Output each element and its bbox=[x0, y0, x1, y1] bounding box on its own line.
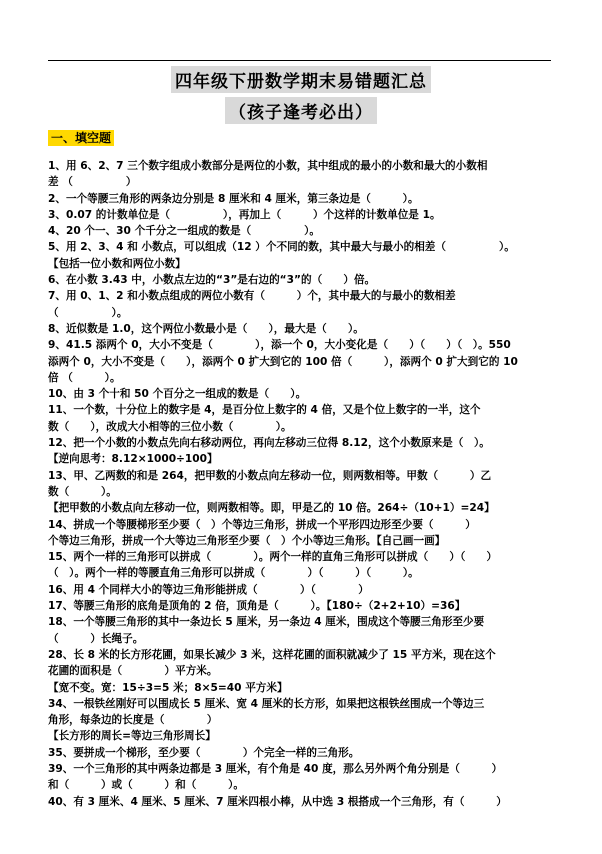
text-line: （ ）。两个一样的等腰直角三角形可以拼成（ ）（ ）（ ）。 bbox=[48, 567, 419, 580]
text-line: 13、甲、乙两数的和是 264，把甲数的小数点向左移动一位，则两数相等。甲数（ ）乙 bbox=[48, 469, 492, 482]
text-line: 35、要拼成一个梯形，至少要（ ）个完全一样的三角形。 bbox=[48, 746, 360, 759]
text-line: 11、一个数，十分位上的数字是 4，是百分位上数字的 4 倍，又是个位上数字的一半，这个 bbox=[48, 404, 481, 417]
title-block bbox=[0, 66, 602, 93]
text-line: 1、用 6、2、7 三个数字组成小数部分是两位的小数，其中组成的最小的小数和最大的小数相 bbox=[48, 160, 488, 172]
text-line: 3、0.07 的计数单位是（ ），再加上（ ）个这样的计数单位是 1。 bbox=[48, 208, 441, 221]
text-line: 角形，每条边的长度是（ ） bbox=[48, 714, 218, 727]
text-line: 5、用 2、3、4 和 小数点，可以组成（12 ）个不同的数，其中最大与最小的相差（ ）。 bbox=[48, 241, 515, 254]
text-line: 40、有 3 厘米、4 厘米、5 厘米、7 厘米四根小棒，从中选 3 根搭成一个三角形，有（ ） bbox=[48, 795, 507, 808]
page-title: 四年级下册数学期末易错题汇总 bbox=[171, 66, 431, 93]
text-line: 花圃的面积是（ ）平方米。 bbox=[48, 665, 218, 678]
top-rule bbox=[48, 60, 551, 61]
text-line: 39、一个三角形的其中两条边都是 3 厘米，有个角是 40 度，那么另外两个角分别是（ ） bbox=[48, 762, 503, 775]
text-line: 16、用 4 个同样大小的等边三角形能拼成（ ）（ ） bbox=[48, 583, 369, 596]
text-line: 18、一个等腰三角形的其中一条边长 5 厘米，另一条边 4 厘米，围成这个等腰三角形至少要 bbox=[48, 616, 485, 629]
text-line: 6、在小数 3.43 中，小数点左边的“3”是右边的“3”的（ ）倍。 bbox=[48, 274, 376, 287]
text-line: 8、近似数是 1.0，这个两位小数最小是（ ），最大是（ ）。 bbox=[48, 322, 364, 335]
text-line: 4、20 个一、30 个千分之一组成的数是（ ）。 bbox=[48, 225, 320, 238]
question-list bbox=[48, 158, 554, 810]
text-line: 9、41.5 添两个 0，大小不变是（ ），添一个 0，大小变化是（ ）（ ）（ ）。550 bbox=[48, 339, 511, 352]
text-line: 2、一个等腰三角形的两条边分别是 8 厘米和 4 厘米，第三条边是（ ）。 bbox=[48, 192, 419, 205]
text-line: 添两个 0，大小不变是（ ），添两个 0 扩大到它的 100 倍（ ），添两个 0 扩大到它的 10 bbox=[48, 355, 518, 368]
text-line: 15、两个一样的三角形可以拼成（ ）。两个一样的直角三角形可以拼成（ ）（ ） bbox=[48, 551, 498, 564]
text-line: 12、把一个小数的小数点先向右移动两位，再向左移动三位得 8.12，这个小数原来是（ ）。 bbox=[48, 437, 490, 450]
text-line: 倍 （ ）。 bbox=[48, 371, 121, 384]
text-line: 17、等腰三角形的底角是顶角的 2 倍，顶角是（ ）。【180÷（2+2+10）=36】 bbox=[48, 600, 466, 613]
text-line: （ ）长绳子。 bbox=[48, 632, 144, 645]
text-line: 数（ ），改成大小相等的三位小数（ ）。 bbox=[48, 420, 292, 433]
text-line: 14、拼成一个等腰梯形至少要（ ）个等边三角形，拼成一个平形四边形至少要（ ） bbox=[48, 518, 476, 531]
text-line: 【宽不变。宽：15÷3=5 米；8×5=40 平方米】 bbox=[48, 681, 288, 694]
text-line: 数（ ）。 bbox=[48, 485, 117, 498]
text-line: 【把甲数的小数点向左移动一位，则两数相等。即，甲是乙的 10 倍。264÷（10+1）=24】 bbox=[48, 502, 495, 515]
subtitle-block bbox=[0, 97, 602, 124]
section-heading: 一、填空题 bbox=[48, 130, 114, 146]
text-line: 28、长 8 米的长方形花圃，如果长减少 3 米，这样花圃的面积就减少了 15 平方米，现在这个 bbox=[48, 648, 496, 661]
page-subtitle: （孩子逢考必出） bbox=[225, 97, 377, 124]
text-line: 差 （ ） bbox=[48, 176, 137, 189]
text-line: 和（ ）或（ ）和（ ）。 bbox=[48, 779, 244, 792]
text-line: 10、由 3 个十和 50 个百分之一组成的数是（ ）。 bbox=[48, 388, 307, 401]
text-line: 34、一根铁丝刚好可以围成长 5 厘米、宽 4 厘米的长方形，如果把这根铁丝围成一个等边三 bbox=[48, 697, 485, 710]
text-line: （ ）。 bbox=[48, 306, 128, 319]
text-line: 个等边三角形，拼成一个大等边三角形至少要（ ）个小等边三角形。【自己画一画】 bbox=[48, 534, 446, 547]
text-line: 【长方形的周长=等边三角形周长】 bbox=[48, 730, 216, 743]
text-line: 【包括一位小数和两位小数】 bbox=[48, 257, 186, 270]
text-line: 7、用 0、1、2 和小数点组成的两位小数有（ ）个，其中最大的与最小的数相差 bbox=[48, 290, 456, 303]
text-line: 【逆向思考：8.12×1000÷100】 bbox=[48, 453, 218, 466]
